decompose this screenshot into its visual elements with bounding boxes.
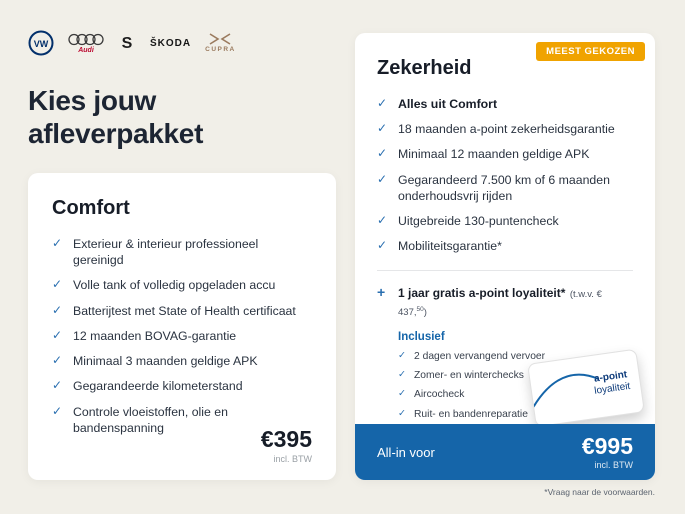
- inclusief-label-text: Zomer- en winterchecks: [414, 369, 524, 381]
- zekerheid-price-footer: [355, 424, 655, 480]
- audi-wordmark: Audi: [78, 46, 94, 54]
- page-title-line1: Kies jouw: [28, 85, 156, 116]
- check-icon: ✓: [377, 171, 388, 186]
- feature-label: Volle tank of volledig opgeladen accu: [73, 278, 276, 293]
- loyalty-row: [377, 284, 633, 320]
- all-in-label: All-in voor: [377, 444, 435, 460]
- comfort-card-title: Comfort: [52, 197, 130, 219]
- check-icon: ✓: [52, 302, 63, 317]
- zekerheid-package-card[interactable]: [355, 33, 655, 480]
- comfort-price-suffix: incl. BTW: [273, 454, 312, 464]
- comfort-price-block: [261, 426, 312, 464]
- page-title: [28, 84, 203, 150]
- zekerheid-price-suffix: incl. BTW: [594, 459, 633, 470]
- check-icon: ✓: [398, 368, 406, 380]
- feature-item: [52, 378, 312, 394]
- loyalty-card-line2: loyaliteit: [593, 380, 631, 397]
- vw-roundel-icon: [28, 30, 54, 56]
- vw-logo: [28, 30, 54, 56]
- check-icon: ✓: [52, 327, 63, 342]
- page-title-line2: afleverpakket: [28, 118, 204, 150]
- feature-label: Gegarandeerd 7.500 km of 6 maanden onderhoudsvrij rijden: [398, 172, 610, 203]
- check-icon: ✓: [377, 121, 388, 136]
- zekerheid-price: €995: [581, 432, 633, 459]
- check-icon: ✓: [377, 96, 388, 110]
- skoda-logo: [150, 38, 191, 49]
- check-icon: ✓: [52, 236, 63, 250]
- loyalty-value-suffix: ): [423, 306, 427, 318]
- comfort-price: €395: [260, 426, 312, 452]
- seat-s-icon: [118, 33, 136, 53]
- seat-logo: [118, 33, 136, 53]
- feature-item: [52, 277, 312, 293]
- loyalty-card-image: [527, 349, 645, 428]
- inclusief-label-text: Aircocheck: [414, 389, 465, 401]
- check-icon: ✓: [52, 353, 63, 368]
- audi-rings-icon: [68, 33, 104, 46]
- check-icon: ✓: [52, 403, 63, 418]
- check-icon: ✓: [398, 407, 406, 419]
- feature-item: [52, 353, 312, 369]
- zekerheid-price-block: [581, 432, 633, 470]
- cupra-emblem-icon: [208, 33, 232, 45]
- cupra-wordmark: CUPRA: [205, 46, 236, 53]
- audi-logo: [68, 33, 104, 54]
- feature-label: Gegarandeerde kilometerstand: [73, 379, 243, 394]
- feature-label: Minimaal 12 maanden geldige APK: [398, 147, 590, 162]
- loyalty-value-prefix: (t.w.v. € 437,: [398, 288, 602, 318]
- inclusief-label: Inclusief: [398, 330, 445, 343]
- plus-icon: +: [377, 283, 386, 300]
- feature-label: 18 maanden a-point zekerheidsgarantie: [398, 122, 615, 137]
- feature-item: [377, 146, 633, 162]
- comfort-package-card[interactable]: [28, 173, 336, 480]
- most-chosen-badge: MEEST GEKOZEN: [536, 42, 645, 61]
- divider: [377, 270, 633, 271]
- feature-label: Minimaal 3 maanden geldige APK: [73, 354, 258, 369]
- check-icon: ✓: [52, 378, 63, 393]
- feature-item: [52, 328, 312, 344]
- brand-logo-row: [28, 30, 236, 56]
- check-icon: ✓: [398, 349, 406, 361]
- comfort-feature-list: [52, 236, 312, 436]
- check-icon: ✓: [377, 146, 388, 161]
- zekerheid-card-title: Zekerheid: [377, 57, 472, 79]
- loyalty-value-sup: 50: [416, 305, 424, 313]
- svg-text:S: S: [121, 35, 133, 52]
- conditions-footnote: *Vraag naar de voorwaarden.: [544, 487, 655, 497]
- feature-item: [377, 172, 633, 204]
- feature-label: Alles uit Comfort: [398, 97, 498, 111]
- zekerheid-feature-list: [377, 96, 633, 255]
- feature-label: Mobiliteitsgarantie*: [398, 239, 502, 254]
- loyalty-title: 1 jaar gratis a-point loyaliteit*: [398, 285, 566, 300]
- inclusief-item: [398, 350, 558, 363]
- feature-item: [52, 236, 312, 268]
- feature-item: [377, 96, 633, 112]
- feature-label: Controle vloeistoffen, olie en bandenspanning: [73, 404, 228, 435]
- feature-label: 12 maanden BOVAG-garantie: [73, 328, 237, 343]
- check-icon: ✓: [52, 277, 63, 292]
- feature-item: [52, 303, 312, 319]
- feature-item: [377, 121, 633, 137]
- check-icon: ✓: [377, 213, 388, 228]
- check-icon: ✓: [398, 388, 406, 400]
- svg-text:VW: VW: [33, 39, 49, 49]
- check-icon: ✓: [377, 238, 388, 253]
- loyalty-card-line1: a-point: [593, 369, 628, 385]
- inclusief-label-text: 2 dagen vervangend vervoer: [414, 350, 546, 362]
- cupra-logo: [205, 33, 236, 53]
- feature-label: Uitgebreide 130-puntencheck: [398, 214, 559, 229]
- feature-label: Exterieur & interieur professioneel gereinigd: [73, 237, 259, 268]
- inclusief-label-text: Ruit- en bandenreparatie: [414, 408, 528, 420]
- feature-item: [377, 238, 633, 254]
- skoda-wordmark: ŠKODA: [150, 37, 192, 49]
- feature-label: Batterijtest met State of Health certificaat: [73, 303, 296, 318]
- feature-item: [377, 213, 633, 229]
